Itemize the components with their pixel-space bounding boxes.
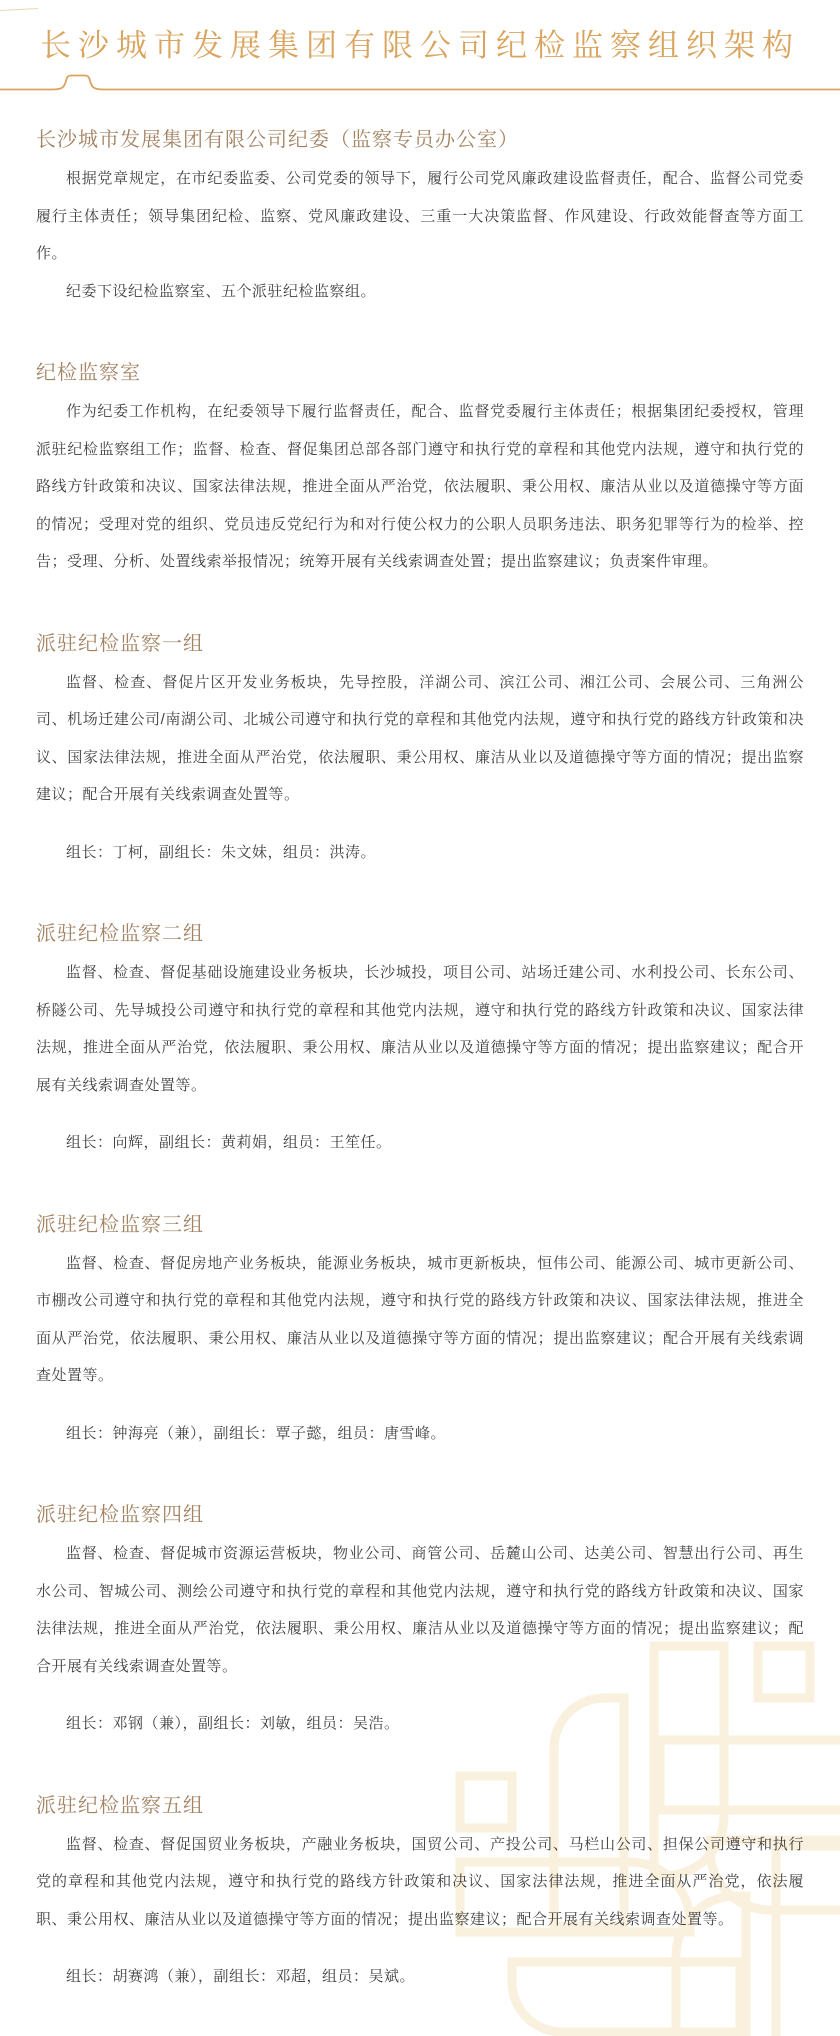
section [36, 356, 804, 581]
section-leaders: 组长：邓钢（兼），副组长：刘敏，组员：吴浩。 [66, 1715, 400, 1732]
section-paragraph: 纪委下设纪检监察室、五个派驻纪检监察组。 [66, 282, 377, 300]
section-paragraph: 监督、检查、督促城市资源运营板块，物业公司、商管公司、岳麓山公司、达美公司、智慧出行公司、再生水公司、智城公司、测绘公司遵守和执行党的章程和其他党内法规，遵守和执行党的路线方针政策和决议、国家法律法规，推进全面从严治党，依法履职、秉公用权、廉洁从业以及道德操守等方面的情况；提出监察建议；配合开展有关线索调查处置等。 [36, 1545, 804, 1675]
section-heading: 长沙城市发展集团有限公司纪委（监察专员办公室） [36, 129, 519, 151]
section-paragraph: 监督、检查、督促基础设施建设业务板块，长沙城投，项目公司、站场迁建公司、水利投公司、长东公司、桥隧公司、先导城投公司遵守和执行党的章程和其他党内法规，遵守和执行党的路线方针政策和决议、国家法律法规，推进全面从严治党，依法履职、秉公用权、廉洁从业以及道德操守等方面的情况；提出监察建议；配合开展有关线索调查处置等。 [36, 964, 804, 1094]
section-leaders: 组长：钟海亮（兼），副组长：覃子懿，组员：唐雪峰。 [66, 1424, 447, 1442]
section-heading: 派驻纪检监察三组 [36, 1213, 204, 1236]
section [36, 1208, 804, 1453]
section [36, 627, 804, 872]
section [36, 1498, 804, 1743]
section-heading: 派驻纪检监察一组 [36, 632, 204, 655]
section-paragraph: 根据党章规定，在市纪委监委、公司党委的领导下，履行公司党风廉政建设监督责任，配合、监督公司党委履行主体责任；领导集团纪检、监察、党风廉政建设、三重一大决策监督、作风建设、行政效能督查等方面工作。 [36, 170, 804, 262]
section [36, 123, 804, 310]
page-title: 长沙城市发展集团有限公司纪检监察组织架构 [40, 28, 800, 63]
content [36, 123, 804, 2036]
section-paragraph: 监督、检查、督促片区开发业务板块，先导控股，洋湖公司、滨江公司、湘江公司、会展公司、三角洲公司、机场迁建公司/南湖公司、北城公司遵守和执行党的章程和其他党内法规，遵守和执行党的路线方针政策和决议、国家法律法规，推进全面从严治党，依法履职、秉公用权、廉洁从业以及道德操守等方面的情况；提出监察建议；配合开展有关线索调查处置等。 [36, 673, 804, 803]
section-paragraph: 监督、检查、督促国贸业务板块，产融业务板块，国贸公司、产投公司、马栏山公司、担保公司遵守和执行党的章程和其他党内法规，遵守和执行党的路线方针政策和决议、国家法律法规，推进全面从严治党，依法履职、秉公用权、廉洁从业以及道德操守等方面的情况；提出监察建议；配合开展有关线索调查处置等。 [36, 1835, 804, 1928]
section-heading: 派驻纪检监察五组 [36, 1794, 204, 1817]
section-heading: 派驻纪检监察二组 [36, 923, 204, 945]
divider-arch-ornament [0, 76, 840, 90]
section-paragraph: 作为纪委工作机构，在纪委领导下履行监督责任，配合、监督党委履行主体责任；根据集团纪委授权，管理派驻纪检监察组工作；监督、检查、督促集团总部各部门遵守和执行党的章程和其他党内法规，遵守和执行党的路线方针政策和决议、国家法律法规，推进全面从严治党，依法履职、秉公用权、廉洁从业以及道德操守等方面的情况；受理对党的组织、党员违反党纪行为和对行使公权力的公职人员职务违法、职务犯罪等行为的检举、控告；受理、分析、处置线索举报情况；统筹开展有关线索调查处置；提出监察建议；负责案件审理。 [36, 403, 804, 570]
section [36, 1789, 804, 1996]
header-divider [0, 73, 840, 93]
section-leaders: 组长：丁柯，副组长：朱文妹，组员：洪涛。 [66, 843, 377, 861]
section-leaders: 组长：胡赛鸿（兼），副组长：邓超，组员：吴斌。 [66, 1968, 416, 1985]
section-paragraph: 监督、检查、督促房地产业务板块，能源业务板块，城市更新板块，恒伟公司、能源公司、城市更新公司、市棚改公司遵守和执行党的章程和其他党内法规，遵守和执行党的路线方针政策和决议、国家法律法规，推进全面从严治党，依法履职、秉公用权、廉洁从业以及道德操守等方面的情况；提出监察建议；配合开展有关线索调查处置等。 [36, 1254, 804, 1384]
section-leaders: 组长：向辉，副组长：黄莉娟，组员：王笙任。 [66, 1134, 392, 1151]
section-heading: 派驻纪检监察四组 [36, 1504, 204, 1526]
section-heading: 纪检监察室 [36, 362, 141, 384]
page-header [0, 0, 840, 93]
section [36, 917, 804, 1162]
